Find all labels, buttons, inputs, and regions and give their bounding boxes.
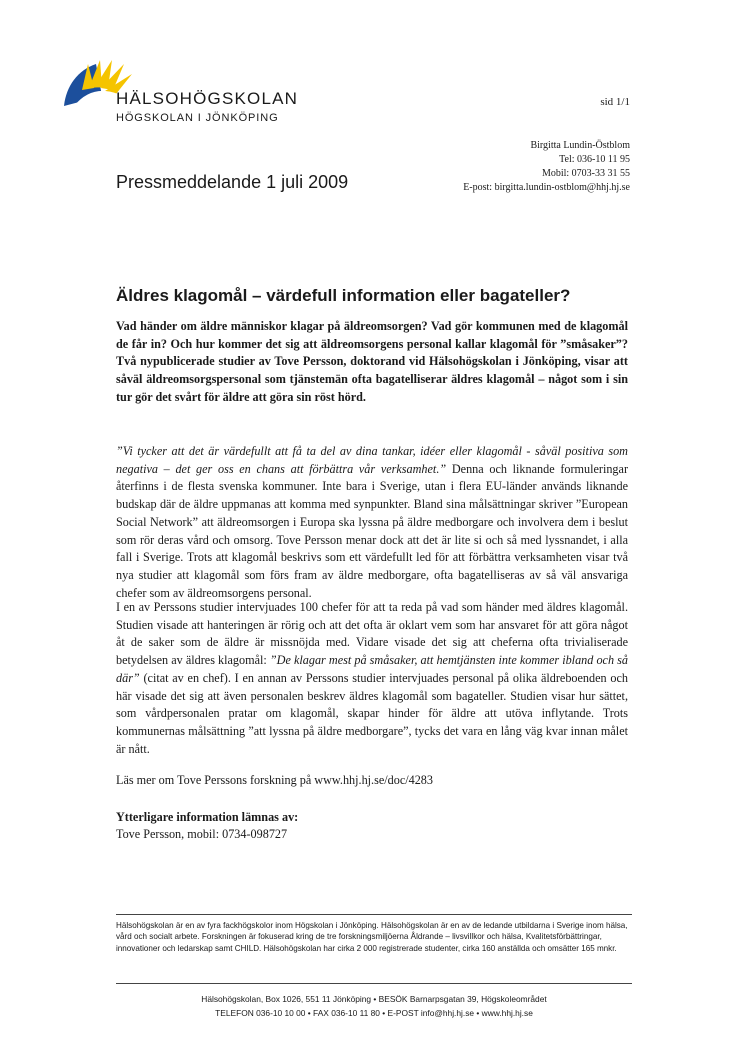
contact-mobile: Mobil: 0703-33 31 55 xyxy=(541,168,630,179)
footer-divider-bottom xyxy=(116,983,632,984)
contact-block xyxy=(370,139,630,195)
article-body-2 xyxy=(116,599,628,758)
org-name: HÄLSOHÖGSKOLAN xyxy=(116,89,299,108)
footer-divider-top xyxy=(116,914,632,915)
footer-about: Hälsohögskolan är en av fyra fackhögskolor inom Högskolan i Jönköping. Hälsohögskolan är en av de ledande utbildarna i Sverige inom hälsa, vård och socialt arbete. Forskningen är fokuserad kring de tre forskningsmiljöerna Åldrande – livsvillkor och hälsa, Kvalitetsförbättringar, innovationer och ledarskap samt CHILD. Hälsohögskolan har cirka 2 000 registrerade studenter, cirka 160 anställda och omsätter 165 mnkr. xyxy=(116,921,628,953)
footer-phone-line: TELEFON 036-10 10 00 • FAX 036-10 11 80 • E-POST info@hhj.hj.se • www.hhj.hj.se xyxy=(215,1008,533,1019)
more-info-link[interactable]: Läs mer om Tove Perssons forskning på www.hhj.hj.se/doc/4283 xyxy=(116,773,433,787)
body-2-text-a: I en av Perssons studier intervjuades 100 chefer för att ta reda på vad som händer med äldres klagomål. Studien visade att hanteringen är rörig och att det ofta är oklart vem som har ansvaret för att göra något åt de saker som de äldre är missnöjda med. Vidare visade det sig att cheferna ofta trivialiserade betydelsen av äldres klagomål: xyxy=(116,600,628,668)
body-1-text: Denna och liknande formuleringar återfinns i de flesta svenska kommuner. Inte bara i Sverige, utan i flera EU-länder används liknande budskap där de äldre uppmanas att komma med synpunkter. Bland sina målsättningar skriver ”European Social Network” att äldreomsorgen i Europa ska lyssna på äldre medborgare och involvera dem i beslut som rör deras vård och omsorg. Tove Persson menar dock att det är lite si och så med lyssnandet, i alla fall i Sverige. Trots att klagomål beskrivs som ett värdefullt led för att förbättra verksamheten visar två nya studier att klagomål som förs fram av äldre medborgare, ofta bagatelliseras av så väl ansvariga chefer som av äldreomsorgens personal. xyxy=(116,461,628,600)
press-title: Pressmeddelande 1 juli 2009 xyxy=(116,172,349,192)
contact-phone: Tel: 036-10 11 95 xyxy=(559,154,630,165)
footer-address-line: Hälsohögskolan, Box 1026, 551 11 Jönköping • BESÖK Barnarpsgatan 39, Högskoleområdet xyxy=(201,994,547,1004)
contact-name: Birgitta Lundin-Östblom xyxy=(530,140,630,151)
quote-2: ”De klagar mest på småsaker, att hemtjänsten inte kommer ibland och så där” xyxy=(116,653,628,685)
quote-1: ”Vi tycker att det är värdefullt att få ta del av dina tankar, idéer eller klagomål - såväl positiva som negativa – det ger oss en chans att förbättra vår verksamhet.” xyxy=(116,444,628,476)
contact-email: E-post: birgitta.lundin-ostblom@hhj.hj.se xyxy=(463,182,630,193)
org-subtitle: HÖGSKOLAN I JÖNKÖPING xyxy=(116,112,279,124)
info-label: Ytterligare information lämnas av: xyxy=(116,810,299,824)
article-headline: Äldres klagomål – värdefull information eller bagateller? xyxy=(116,286,571,305)
info-contact: Tove Persson, mobil: 0734-098727 xyxy=(116,827,288,841)
body-2-text-b: (citat av en chef). I en annan av Perssons studier intervjuades personal på olika äldreboenden och här visade det sig att även personalen beskrev äldres klagomål som bagateller. Studien visar hur sättet, som vårdpersonalen pratar om klagomål, skapar hinder för äldre att utöva inflytande. Trots kommunernas målsättning ”att lyssna på äldre medborgare”, tycks det vara en lång väg kvar innan målet är nått. xyxy=(116,670,628,756)
footer-address xyxy=(116,992,632,1020)
article-body-1 xyxy=(116,443,628,602)
page-number: sid 1/1 xyxy=(600,96,630,108)
article-lead: Vad händer om äldre människor klagar på äldreomsorgen? Vad gör kommunen med de klagomål de får in? Och hur kommer det sig att äldreomsorgens personal kallar klagomål för ”småsaker”? Två nypublicerade studier av Tove Persson, doktorand vid Hälsohögskolan i Jönköping, visar att såväl äldreomsorgspersonal som tjänstemän ofta bagatelliserar äldres klagomål – något som i sin tur gör det svårt för äldre att göra sin röst hörd. xyxy=(116,319,628,404)
